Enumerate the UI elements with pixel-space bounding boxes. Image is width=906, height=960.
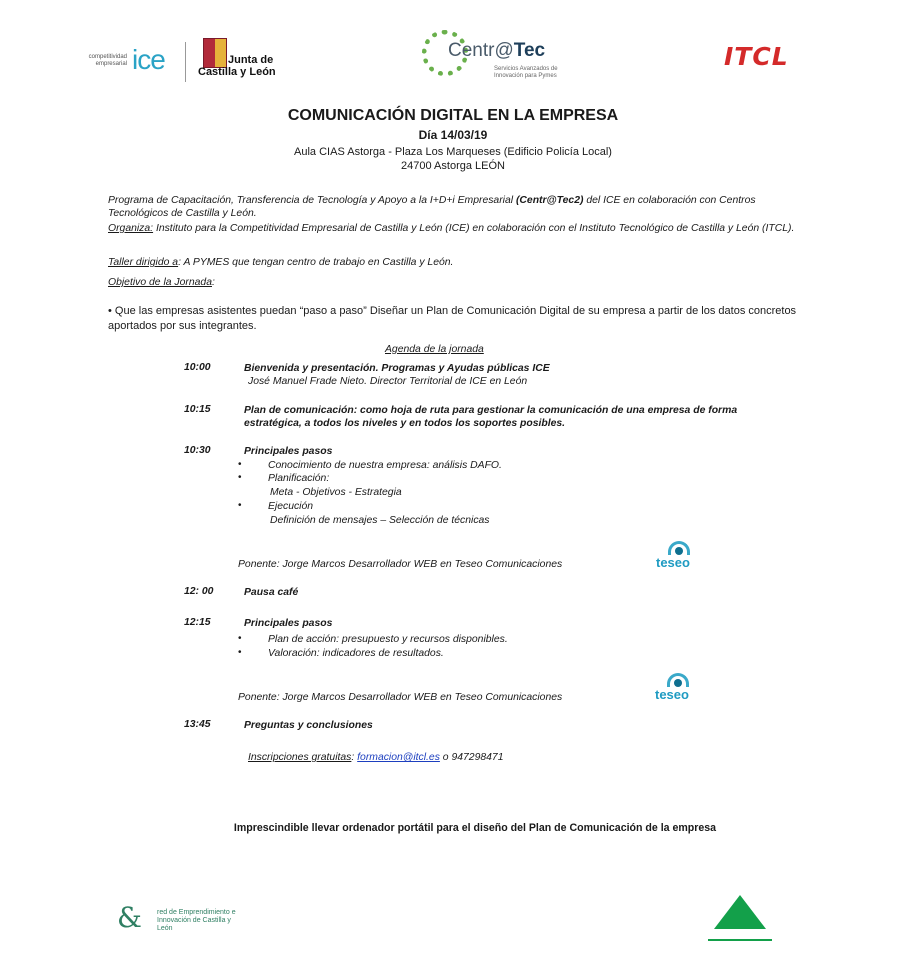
agenda-bullet-text: Valoración: indicadores de resultados. — [268, 648, 444, 659]
green-building-logo — [708, 895, 772, 945]
agenda-bullet-text: Planificación: — [268, 473, 330, 484]
agenda-heading: Agenda de la jornada — [385, 344, 484, 355]
agenda-item-title: Pausa café — [244, 587, 299, 598]
junta-line2: Castilla y León — [198, 66, 276, 78]
building-icon — [714, 895, 766, 929]
event-venue: Aula CIAS Astorga - Plaza Los Marqueses (Edificio Policía Local) — [294, 146, 612, 158]
centrotec-wordmark: Centr@Tec — [448, 40, 546, 61]
ice-logo — [72, 44, 182, 80]
speaker-line: Ponente: Jorge Marcos Desarrollador WEB en Teseo Comunicaciones — [238, 692, 563, 703]
junta-logo — [198, 38, 288, 82]
agenda-bullet-text: Plan de acción: presupuesto y recursos disponibles. — [268, 634, 508, 645]
page-title: COMUNICACIÓN DIGITAL EN LA EMPRESA — [287, 107, 619, 124]
event-city: 24700 Astorga LEÓN — [401, 160, 505, 172]
agenda-item-title: Bienvenida y presentación. Programas y Ayudas públicas ICE — [244, 363, 550, 374]
bullet: • — [238, 647, 242, 658]
program-paragraph: Programa de Capacitación, Transferencia de Tecnología y Apoyo a la I+D+i Empresarial (Centr@Tec2) del ICE en colaboración con Centros Tecnológicos de Castilla y León. — [108, 195, 756, 219]
agenda-item-title: Principales pasos — [244, 618, 333, 629]
agenda-time: 12:15 — [184, 617, 211, 628]
event-date: Día 14/03/19 — [418, 128, 488, 142]
registration-line: Inscripciones gratuitas: formacion@itcl.es o 947298471 — [248, 752, 504, 763]
bullet: • — [238, 633, 242, 644]
ampersand-icon: & — [117, 901, 142, 934]
agenda-item-speaker: José Manuel Frade Nieto. Director Territorial de ICE en León — [248, 376, 528, 387]
centrotec-subtitle: Servicios Avanzados de Innovación para Pymes — [494, 66, 558, 79]
teseo-logo — [656, 541, 704, 573]
agenda-item-title: Preguntas y conclusiones — [244, 720, 373, 731]
registration-label: Inscripciones gratuitas — [248, 752, 352, 763]
agenda-bullet-text: Conocimiento de nuestra empresa: análisis DAFO. — [268, 460, 502, 471]
bullet: • — [238, 500, 242, 511]
registration-email-link[interactable]: formacion@itcl.es — [357, 752, 440, 763]
taller-paragraph: Taller dirigido a: A PYMES que tengan centro de trabajo en Castilla y León. — [108, 257, 454, 268]
agenda-time: 10:00 — [184, 362, 211, 373]
agenda-bullet-text: Ejecución — [268, 501, 314, 512]
agenda-bullet-subtext: Definición de mensajes – Selección de técnicas — [270, 515, 490, 526]
agenda-time: 10:30 — [184, 445, 211, 456]
teseo-wordmark: teseo — [656, 555, 690, 570]
objective-text: • Que las empresas asistentes puedan “paso a paso” Diseñar un Plan de Comunicación Digital de su empresa a partir de los datos concretos aportados por sus integrantes. — [108, 305, 797, 332]
agenda-time: 10:15 — [184, 404, 211, 415]
registration-phone: o 947298471 — [439, 752, 504, 763]
objetivo-label: Objetivo de la Jornada: — [108, 277, 215, 288]
agenda-item-title: Principales pasos — [244, 446, 333, 457]
organiza-paragraph: Organiza: Instituto para la Competitividad Empresarial de Castilla y León (ICE) en colaboración con el Instituto Tecnológico de Castilla y León (ITCL). — [108, 223, 795, 234]
teseo-wordmark: teseo — [655, 687, 689, 702]
speaker-line: Ponente: Jorge Marcos Desarrollador WEB en Teseo Comunicaciones — [238, 559, 563, 570]
agenda-bullet-subtext: Meta - Objetivos - Estrategia — [270, 487, 402, 498]
teseo-logo — [655, 673, 703, 705]
junta-line1: Junta de — [228, 54, 274, 66]
agenda-time: 12: 00 — [184, 586, 214, 597]
bullet: • — [238, 459, 242, 470]
ice-tagline: competitividad empresarial — [88, 54, 127, 67]
itcl-logo: ITCL — [724, 42, 789, 71]
agenda-time: 13:45 — [184, 719, 211, 730]
footer-note: Imprescindible llevar ordenador portátil para el diseño del Plan de Comunicación de la empresa — [233, 822, 717, 834]
ice-wordmark: ice — [132, 44, 165, 75]
red-emprendimiento-text: red de Emprendimiento e Innovación de Castilla y León — [157, 909, 236, 932]
agenda-item-title: Plan de comunicación: como hoja de ruta para gestionar la comunicación de una empresa de forma estratégica, a todos los niveles y en todos los soportes posibles. — [244, 405, 738, 429]
shield-icon — [203, 38, 227, 68]
centrotec-logo — [422, 30, 572, 84]
bullet: • — [238, 472, 242, 483]
logo-divider — [185, 42, 186, 82]
red-emprendimiento-logo — [117, 901, 237, 937]
